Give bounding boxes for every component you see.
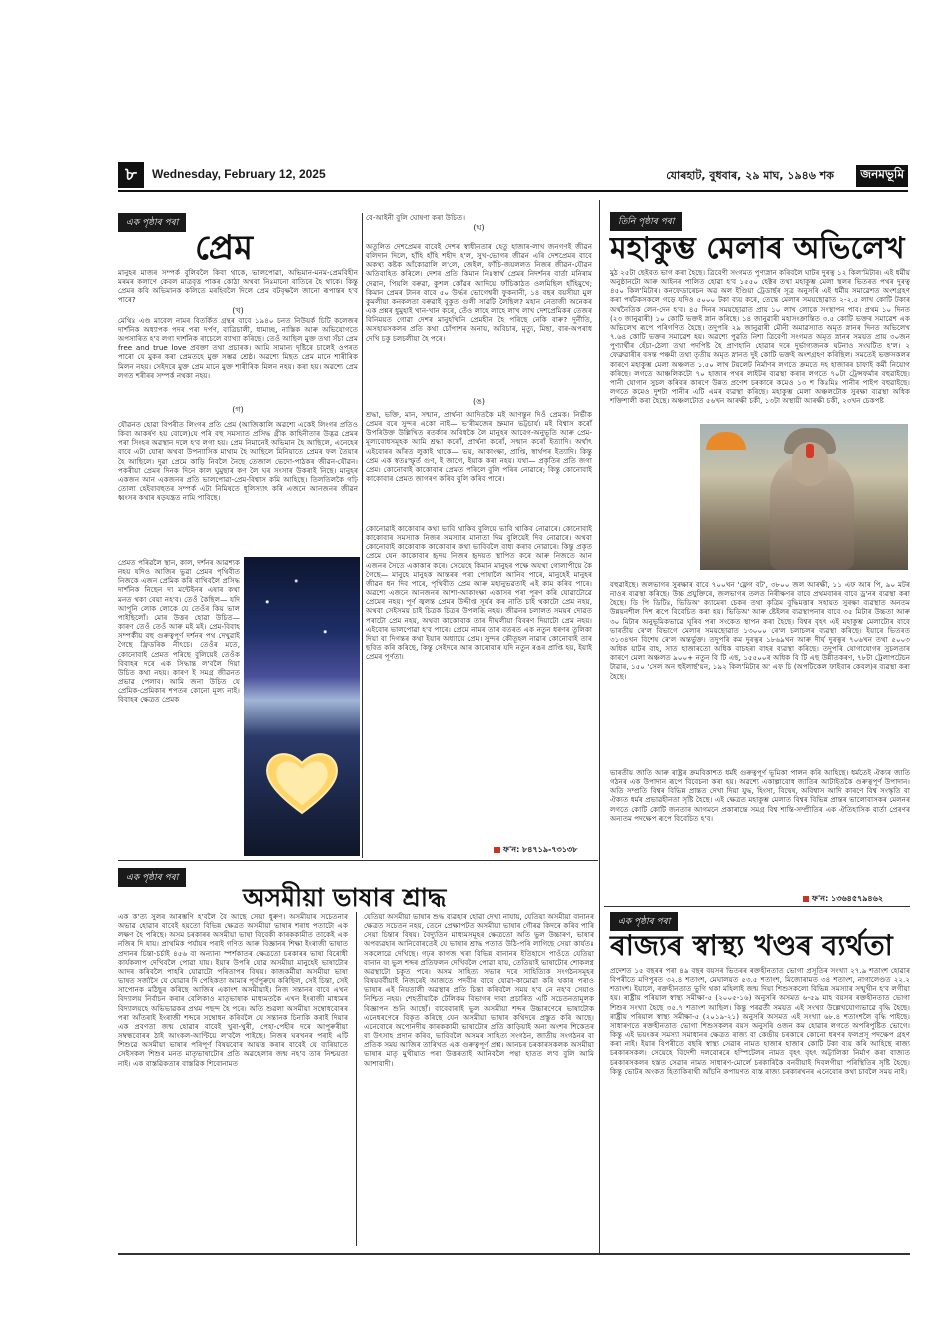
bullet-square-icon [494,847,500,853]
prem-tag: এক পৃষ্ঠাৰ পৰা [118,213,186,232]
prem-intro [118,268,358,380]
section-divider [604,906,910,907]
column-divider [362,213,363,858]
mahakumbh-tag: তিনি পৃষ্ঠাৰ পৰা [610,212,682,231]
rajyar-body [610,966,910,1248]
prem-col2a-text: বে-আইনী বুলি ঘোষণা কৰা উচিত। [366,213,466,222]
prem-col2d-text: কোনোৱাই কাকোবাৰ কথা ভাবি থাকিব বুলিয়ে ভাবি থাকিব নোৱাৰে। কোনোবাই কাকোবাৰ সমস্যাক নিজৰ সমস্যাৰ মানাতা দিম বুলিয়েই দিব নোৱাৰে। অথবা কোনোবাই কাকোবাক কাকোবাৰ কথা ভাবিবলৈ বাধ্য কৰাব নোৱাৰে। কিন্তু প্ৰকৃত প্ৰেমে যেন কাকোবাৰ হৃদয় নিজৰ হৃদয়ত স্থাপিত কৰে আৰু নিজতে আন এজনৰ সৈতে একাকাৰ কৰে। সেয়েহে কিমান মানুহৰ পক্ষে অযথা গোলাপীয়ে কৈ গৈছে— মানুহে মানুহক আন্তৰৰ পৰা পোষালৈ আনিব পাৰে, মানুহেই মানুহৰ জীৱন ধন দিব পাৰে, পৃথিবীত প্ৰেম আৰু মহানুভৱতাই এই কাম কৰিব পাৰে। অৱশ্যে এজনে আনজনৰ আশা-আকাংক্ষা একাসৰ পৰা পূৰণ কৰি যোৱাটোৱে প্ৰেমেৰ নহয়। পূৰ্ণ জ্বলন্ত প্ৰেমৰ উদ্দীপ্ত সূৰ্যৰ কৰ নাতি চাই থকাটো প্ৰেম নহয়, অথবা সেইসময় চাই চিত্ৰক চিত্ৰৰ উপলব্ধি নহয়। জীৱনৰ চলালত সময়ৰ দোৱত পৰাটো প্ৰেম নহয়, অথবা কাকোবাক তাৰ দীঘলীয়া বিবৰণ দিয়াটো প্ৰেম নহয়। এইবোৰ ভালপোৱা হ'ব পাৰে। প্ৰেমে নামৰ তাৰ বতৰত এক নতুন ধৰণৰ তুলিকা দিয়া বা দিগন্তৰ কথা ইয়াৰ অধ্যায়ে প্ৰেম। সুন্দৰ কৌতূহল নাৱাৰ কোনোবাই তাৰ ছবিত কৰি কৰিছে, কিন্তু সেইদৰে আৰ কাৰোবাৰ যদি নতুন ৰঙৰ প্ৰাপ্তি হয়, ইয়াই প্ৰেমৰ পূৰ্ণতা। [366,524,592,662]
rajyar-headline: ৰাজ্যৰ স্বাস্থ্য খণ্ডৰ ব্যৰ্থতা [610,929,893,962]
prem-section-nga-cont [366,524,592,839]
prem-col1b-text: মেথিঃ এণ্ড মাবেল নামৰ বিতৰ্কিত গ্ৰন্থৰ বাবে ১৯৪০ চনত নিউয়ৰ্ক চিটি কলেজৰ দাৰ্শনিক অধ্যাপক পদৰ পৰা দৰ্পণ, বাত্ৰিচালী, ধামাচ্ছ, নাস্তিক আৰু অভিযোগতে অপসাৰিত হ'ব লগা দাৰ্শনিক ৰাচেলে ব্যাখ্যা কৰিছে। তেওঁ আছিল মুক্ত তথা সঁচা প্ৰেম free and true love প্ৰবক্তা তথা প্ৰচাৰক। আমি সামান্য দৃষ্টিৰে চালেই ওপৰত পাৰো যে মুকৰ কৰা প্ৰেমতহে মুক্ত সম্ভৱ শ্ৰেষ্ঠ। অৱশ্যে মিছত প্ৰেম মানে শাৰীৰিক মিলন নহয়। সেইদৰে মুক্ত প্ৰেম মানে মুক্ত শাৰীৰিক মিলন নহয়। কৰা হয়। অৱশ্যে প্ৰেম লগত শৰীৰৰ সম্পৰ্ক নথকা নহয়। [118,315,358,380]
mahakumbh-body-bottom [610,768,910,888]
prem-subhead-gha: (ঘ) [473,223,485,233]
prem-subhead-ga: (গ) [232,405,244,414]
prem-col2b-text: অতুলিত দেশপ্ৰেমৰ বাবেই দেশৰ স্বাধীনতাৰ হেতু হাজাৰ-লাখ জনগণই জীৱন বলিদান দিলে, হাঁহি হাঁহি শহীদ হ'ল, সুখ-ভোগৰ জীৱন এৰি দেশপ্ৰেমৰ বাবে অকথ্য কষ্টক আঁকোৱালি ল'লে, জেইল, ফাঁচি-জয়ললত নিজৰ জীৱন-যৌৱন অতিবাহিত কৰিলে। দেশৰ প্ৰতি কিমান নিঃস্বাৰ্থ প্ৰেমৰ নিদৰ্শনৰ বাৰ্তা মনিৰাম দেৱান, পিয়লি বৰুৱা, কুশল কোঁৱৰ আদিয়ে ফাঁচিকাঠত ওলমিছিল হাঁহিমুখে; কিমান প্ৰেমৰ টানৰ বাবে ৫০ উৰ্দ্ধৰ ভোগেশ্বৰী ফুকনানী, ১৪ বছৰ বয়সীয়া মুল কুমলীয়া কনকলতা বৰুৱাই বুকুত গুলী সাৱটি লৈছিল? মহান নেতাজী অনেকৰ এক প্ৰশ্নৰ ধুমুহাই খান-খান কৰে, তেঁও লাহে লাহে লাখ লাখ দেশপ্ৰেমিকৰ তেজৰ বিনিময়ত গোৱা দেশৰ মানুহখিনি প্ৰেমহীন হৈ পৰিছে নেকি বাৰু? দুৰ্নীতি, অসহায়সকলৰ প্ৰতি কথা চোঁপাশৰ অনায়, অবিচাৰ, মৃত্যু, মিছা, বাৰ-অপৰাধ দেখি চকু চলচলীয়া হৈ পৰে। [366,242,592,343]
mahakumbh-phone [803,893,883,906]
page-header [118,162,908,192]
mahakumbh-col-c-text: ভাৰতীয় জাতি আৰু ৰাষ্ট্ৰৰ ক্ৰমবিকাশত ধৰ্মই গুৰুত্বপূৰ্ণ ভূমিকা পালন কৰি আহিছে। ধৰ্মতেই ঐক্যৰ জাতি গঠনৰ এক উপাদান ৰূপে বিবেচনা কৰা হয়। অৱশ্যে একাল্পাবোধ জাতিৰ আটাইতকৈ গুৰুত্বপূৰ্ণ উপাদান। অতি সম্প্ৰতি বিশ্বৰ বিভিন্ন প্ৰান্তত দেখা দিয়া যুদ্ধ, হিংসা, বিদ্বেষ, অবিশ্বাস আদি কাৰণে বিশ্ব সংস্কৃতি বা ঐক্যত ধৰ্মৰ প্ৰভাৱহীনতা সৃষ্টি হৈছে। এই ক্ষেত্ৰত মহাকুম্ভ মেলাত বিশ্বৰ বিভিন্ন প্ৰান্তৰ ভালোবাসকৰ মেলনৰ লগতে কোটি কোটি জনতাৰ আগমনে প্ৰকাৰান্তে সমগ্ৰ বিশ্ব শান্তি-সম্প্ৰীতিৰ এক ঐতিহাসিক বাৰ্তা প্ৰেৰণৰ অন্যতম পদক্ষেপ ৰূপে বিবেচিত হ'ব। [610,768,910,823]
date-assamese: যোৰহাট, বুধবাৰ, ২৯ মাঘ, ১৯৪৬ শক [666,169,834,182]
mahakumbh-body-top [610,268,910,428]
heart-shape-icon [262,747,342,817]
prem-section-nga [366,410,592,530]
prem-col1d-text: প্ৰেমত পৰিৱলৈ স্থান, কাল, দৰ্শনৰ আৱশ্যক নহয় যদিও আজিৰ ভুৱা প্ৰেমৰ পৃথিবীত নিজকে এজন প্ৰেমিক কৰি বাখিবলৈ প্ৰসিদ্ধ দাৰ্শনিক নিছেন দা মন্টেইনৰ এষাৰ কথা মনত থকা বেয়া নহ'ব। তেওঁ কৈছিল— যদি আপুনি লোক লোকে যে তেওঁৰ কিয় ভাল পাইছিলোঁ। মোৰ উত্তৰ হোৱা উচিত— কাৰণ তেওঁ তেওঁ আৰু মই মই। প্ৰেম-বিবাহ সম্পৰ্কীয় বহু গুৰুত্বপূৰ্ণ দৰ্শনৰ পথ দেখুৱাই গৈছে ফ্ৰিডৰিক নীৎচে। তেওঁৰ মতে, কোনোবাই প্ৰেমত পৰিছে বুলিয়েই তেওঁক বিবাহৰ দৰে এক সিদ্ধান্ত ল'বলৈ দিয়া উচিত কথা নহয়। কাৰণ ই সমগ্ৰ জীৱনত প্ৰভাৱ পেলাব। আমি জনা উচিত যে প্ৰেমিক-প্ৰেমিকাৰ শপতৰ কোনো মূল্য নাই। বিবাহৰ ক্ষেত্ৰত প্ৰেমক [118,558,240,705]
prem-section-gha [366,242,592,388]
asomiya-col-a [118,912,348,1247]
rajyar-col-text: প্ৰদেশত ১৫ বছৰৰ পৰা ৪৯ বছৰ বয়সৰ ভিতৰৰ ৰক্তহীনতাত ভোগা প্ৰসূতিৰ সংখ্যা ২৭.৯ শতাংশ হোৱাৰ বিপৰীতে মণিপুৰত ৩২.৪ শতাংশ, মেঘালয়ত ৫৩.৫ শতাংশ, মিজোৰামত ৩৪ শতাংশ, নাগালেণ্ডত ২২.২ শতাংশ। ইয়ালে, ৰক্তহীনতাত ভুগি থকা মহিলাই জন্ম দিয়া শিশুসকলো বিভিন্ন সমস্যাৰ সন্মুখীন হ'ব লগীয়া হয়। ৰাষ্ট্ৰীয় পৰিয়াল স্বাস্থ্য সমীক্ষা-৫ (২০০৫-১৬) অনুসৰি অসমত ৬-৫৯ মাহ বয়সৰ ৰক্তহীনতাত ভোগা শিশুৰ সংখ্যা হৈছে ৩৫.৭ শতাংশ আছিল। কিন্তু পৰৱৰ্তী সময়ত এই সংখ্যা উল্লেখযোগ্যভাৱে বৃদ্ধি হৈছে। ৰাষ্ট্ৰীয় পৰিয়াল স্বাস্থ্য সমীক্ষা-৫ (২০১৯-২১) অনুসৰি অসমত এই সংখ্যা ৬৮.৪ শতাংশলৈ বৃদ্ধি পাইছে। সাধাৰণতে ৰক্তহীনতাত ভোগা শিশুসকলৰ বয়স অনুসৰি ওজন কম হোৱাৰ লগতে অপৰিপুষ্টিত ভোগে। কিন্তু এই ভয়ংকৰ সমস্যা সমাধানৰ ক্ষেত্ৰত ৰাজ্য বা কেন্দ্ৰীয় চৰকাৰে কোনো ধৰণৰ ফলপ্ৰসূ পদক্ষেপ গ্ৰহণ কৰা নাই। ইয়াৰ বিপৰীতে বছৰি স্বাস্থ্য সেৱাৰ নামত হাজাৰ হাজাৰ কোটি টকা ব্যয় কৰি আহিছে ৰাজ্য চৰকাৰসকল। সেয়েহে বিদেশী দলবোৰৰে হস্পিটেলৰ নামত বৃহৎ বৃহৎ অট্টালিকা নিৰ্মাণ কৰা বাজ্যত চৰকাৰসকলৰ হস্তত সেৱাৰ নামত সাধাৰণ-মোৰ্লে চৰকাৰিকৈ বনবীয়াই দিবলগীয়া পৰিস্থিতিৰ সৃষ্টি হৈছে। কিন্তু ভোটৰ অংকত হিতাকিৰাথী আঁচনি কপায়ণত ব্যস্ত ৰাজ্য চৰকাৰখনৰ এনেবোৰ কথা চাবলৈ সময় নাই। [610,966,910,1076]
mahakumbh-body-side [610,428,696,578]
column-divider [356,912,357,1246]
asomiya-col-b [364,912,594,1247]
mahakumbh-col-a-text: মুঠ ২৫টা ছেইবত ভাগ কৰা হৈছে। ত্ৰিবেণী সংগমত পুণ্যস্নান কৰিবলৈ ঘাটৰ দুৰত্ব ১২ কিল'মিটাৰ। এই ধৰ্মীয় অনুষ্ঠানটো আৰু আইনৰ পালিত হোৱা হ'ব ১৫৫০ হেক্টৰ তথা মহাকুম্ভ মেলা স্থলৰ ভিতৰত পথৰ দুৰত্ব ৪৫০ কিল'মিটাৰ। কনফেডাৰেচন অৱ অল ইণ্ডিয়া ট্ৰেডাৰ্ছৰ সূত্ৰ অনুসৰি এই ধৰ্মীয় সমাৱেশত অংশগ্ৰহণ কৰা পৰ্যটকসকলে গড়ে যদিও ৫০০০ টকা ব্যয় কৰে, তেন্তে মেলাৰ সময়ছোৱাত ২-২.৫ লাখ কোটি টকাৰ অৰ্থনৈতিক লেন-দেন হ'ব। ৪৫ দিনৰ সময়ছোৱাত প্ৰায় ১০ লাখ লোকে সংস্থাপন পাব। প্ৰথম ১০ দিনত (২৩ জানুৱাৰী) ১০ কোটি ভক্তই স্নান কৰিছে। ১৪ জানুৱাৰী মহাসংক্ৰান্তিত ৩.৫ কোটি ভক্তৰ সমাৱেশ এক অভিলেখ ৰূপে পৰিগণিত হৈছে। তদুপৰি ২৯ জানুৱাৰী মৌনী অমাৱস্যাত অমৃত স্নানৰ দিনত অভিলেখ ৭.৬৪ কোটি ভক্তৰ সমাৱেশ হয়। অৱশ্যে পুৱতি নিশা ত্ৰিবেণী সংগমত অমৃত স্নানৰ সময়ত প্ৰায় ৩০জন পুণ্যাৰ্থীৰ হেঁচা-ঠেলা তথা পদপিষ্ট হৈ প্ৰাণহানি হোৱাৰ দৰে দুৰ্ভাগ্যজনক ঘটনাও সংঘটিত হ'ল। ২ ফেব্ৰুৱাৰীৰ বসন্ত পঞ্চমী তথা তৃতীয় অমৃত স্নানত দুই কোটি ভক্তই অংশগ্ৰহণ কৰিছিল। সমতেই ভক্তসকলৰ কাৰণে মহাকুম্ভ মেলা অঞ্চলত ১.৫০ লাখ টয়লেট নিৰ্মাণৰ লগতে ক্ৰমতে দহ হাজাৰৰ চাফাই কৰ্মী নিয়োগ কৰিছে। লগতে আঞ্চলিকটো ৭০ হাজাৰ পথৰ লাইটৰ ব্যৱস্থা কৰাৰ লগতে ৭০টা ট্ৰেন্সফৰ্মাৰ বহুৱাইছে। পানী যোগান সুচল কৰিবৰ কাৰণে উন্নত প্ৰণেশ চৰকাৰে কমেও ১৩ শ কিঃমিঃ পানীৰ পাইপ বহুৱাইছে। লগতে কমেও দুশটা পানীৰ এটি এমৰ ব্যৱস্থা কৰিছে। মহাকুম্ভ মেলা অঞ্চলটোক সুৰক্ষা ব্যৱস্থা অধিক শক্তিশালী কৰা হৈছে। অঞ্চলটোত ৫৬খন আৰক্ষী চকী, ১৩টা অস্থায়ী আৰক্ষী চকী, ২৩খন চেকপষ্ট [610,268,910,406]
prem-phone [494,844,577,857]
prem-subhead-nga-wrap [366,396,592,410]
sadhu-photo [700,424,908,570]
umbrella-icon [706,432,746,450]
column-divider-main [599,200,600,1255]
prem-subhead-ga-wrap [118,404,358,420]
mahakumbh-body-mid [610,580,910,766]
rajyar-tag: এক পৃষ্ঠাৰ পৰা [610,912,678,931]
heart-beach-photo [244,557,360,856]
page-bottom-rule [118,1253,910,1255]
prem-section-ga [118,420,358,556]
date-english: Wednesday, February 12, 2025 [152,167,326,181]
asomiya-col-a-text: এক ক'ত্য সুলৰ আৰম্ভণি হ'বলৈ বৈ আছে সেয়া ধুৰুণ। অসমীয়াৰ সচেতনাৰ অভাৱ হোৱাৰ বাবেই হয়তো বিভিন্ন ক্ষেত্ৰত অসমীয়া ভাষাৰ শৰাধ পতাটো এক লক্ষণ হৈ পৰিছে। অসম চৰকাৰৰ অসমীয়া ভাষা বিবেকী কাৰককামীত তাকেই এক নজিৰ দি যায়। প্ৰাথমিক পৰ্যায়ৰ পৰাই গণিত আৰু বিজ্ঞানৰ শিক্ষা ইংৰাজী ভাষাত প্ৰদানৰ চিন্তা-চৰ্চাই ৪৫৬ বা অন্যান্য স্পৰ্শকাতৰ ক্ষেত্ৰতো চৰকাৰৰ ভাষা বিৰোধী কাৰ্যকলাপ দেখিবলৈ পোৱা যায়। ইয়াৰ উপৰি যোৱ অসমীয়া মানুহেই ভাষাটোৰ আদৰ কৰিবলৈ পাহৰি যোৱাটো পৰিতাপৰ বিষয়। কাজকৰ্মীয়া অসমীয়া ভাষা ভাষত সৰ্জাসৈ যে যোৱাৰ দি পেহিকতা আমাৰ পূৰ্বপুৰুষে কৰিছিল, সেই চিন্তা, সেই সাপোনক মঠিছুৰ কৰিছে আজিৰ একাংশ অসমীয়াই। নিজ সন্তানৰ বাবে এখন বিদ্যালয় নিৰ্বাচন কৰাৰ বেলিকাও মাতৃভাষাক মাধ্যমতকৈ এখন ইংৰাজী মাধ্যমৰ বিদ্যালয়হে অভিভাৱকৰ প্ৰথম পছন্দ হৈ পৰে। অতি শুৱলা অসমীয়া সম্বোধবোৰৰ পৰা আঁতৰাই ইংৰাজী শব্দৰে সম্বোধন কৰিবলৈ যে সন্তানক চিনাকি কৰাই দিয়াৰ এক প্ৰবণতা জন্ম হোৱাৰ বাবেই খুৰা-খুৰী, পেহা-পেহীৰ দৰে আপুৰুৰীয়া সম্বন্ধবোৰৰ ঠাই আংকল-আণ্টিয়ে ল'বলৈ পাইছে। নিজৰ ঘৰখনৰ পৰাই এটি শিশুৱে অসমীয়া ভাষাৰ পৰিপূৰ্ণ বিষয়বোৰ আয়ত্ত কৰাৰ বাবেই যে ব্যৰিয়াতে সেইসকল শিশুৰ মনত মাতৃভাষাটোৰ প্ৰতি অৱহেলাৰ জন্ম নহ'ব তাৰ নিশ্চয়তা নাই। এক বাস্তৱিকতাৰ বাস্তৱিক শিবোনামত [118,912,348,1068]
mahakumbh-col-b-text: বহুৱাইছে। জলভাগৰ সুৰক্ষাৰ বাবে ৭০০খন 'ফ্লেগ বট', ৩৮০০ জল আৰক্ষী, ১১ এফ আৰ পি, ৯০ মটৰ নাওৰ ব্যৱস্থা কৰিছে। উচ্চ প্ৰযুক্তিৰে, জলভাগৰ তলত নিৰীক্ষণৰ বাবে প্ৰথমবাৰৰ বাবে ড্ৰ'নৰ ব্যৱস্থা কৰা হৈছে। ডি পি ডিটিঃ, ভিডিঅ' ক্যামেৰা চেকৰ তথা কৃত্ৰিম বুদ্ধিমত্তাৰ সহায়ত সুৰক্ষা ব্যৱস্থাত অনতম উন্নয়নশীল দিশ ৰূপে বিবেচিত কৰা হয়। ভিডিঅ' আৰু ষ্টেইলৰ ব্যৱস্থাপনাৰ বাবে ৩৫ মিটাৰ উচ্চতা আৰু ৩০ মিটাৰ অনুভূমিকভাৱে ঘূৰিব পৰা সংকেত স্থাপন কৰা হৈছে। বিশ্বৰ বৃহৎ এই মহাকুম্ভ মেলাটোৰ বাবে ভাৰতীয় ৰে'ল বিভাগে মেলাৰ সময়ছোৱাত ১৩০০০ ৰে'ল চলাচলৰ ব্যৱস্থা কৰিছে। ইয়াৰে ভিতৰত ৩১৩৪খন বিশেষ ৰে'ল অন্তৰ্ভুক্ত। তদুপৰি কম দুৰত্বৰ ১৮৬৯খন আৰু দীৰ্ঘ দুৰত্বৰ ৭০৬খন তথা ৫০০৩ অধিক য়াটৰ বাহ, সাত হাজাৰতো অধিক বাচহৰা বাহৰ ব্যৱস্থা কৰিছে। তদুপৰি যোগাযোগৰ সুচলতাৰ কাৰণে মেলা অঞ্চলত ৯০০+ নতুন বি টি এছ, ১৫৫০০ৰ অধিক বি টি এছ উন্নীতকৰণ, ৭৮টা ট্ৰেলাপটেচন টাৱাৰ, ১৫০ 'সেল অন হুইলাৰ্ছ'য়ন, ১৯২ কিল'মিটাৰ অ' এফ চি (অপটিকেল ফাইবাৰ কেবল)ৰ ব্যৱস্থা কৰা হৈছে। [610,580,910,681]
asomiya-col-b-text: যেতিয়া অসমীয়া ভাষাৰ শুদ্ধ ব্যৱহাৰ হোৱা দেখা নাযায়, যেতিয়া অসমীয়া বানানৰ ক্ষেত্ৰত সচেতন নহয়, তেনে প্ৰেক্ষাপটত অসমীয়া ভাষাৰ গৌৰৱ কিদৰে কৰিব পাৰি সেয়া চিন্তাৰ বিষয়। বৈদ্যুতিন মাধ্যমসমূহৰ ক্ষেত্ৰতো অতি ভুল উচ্চাৰণ, ভাষাৰ অপব্যৱহাৰ আনিবোৰতেই যে ভাষাৰ শ্ৰাদ্ধ পতাত উঠি-পৰি লাগিছে সেয়া কাৰ্যতঃ সকলোৱে দেখিছে। গঢ়ৰ কাগজ খৰা বিভিন্ন বানানৰ ইতিহাসে পাওঁতে যেতিয়া বানান বা ভুল শব্দৰ প্ৰতিফলন দেখিবলৈ পোৱা যায়, তেতিয়াই ভাষাটোৰ শোকলগ্ন অৱস্থাটো চকুত পৰে। অসম সাহিত্য সভাৰ দৰে সাহিত্যিক সংগঠনসমূহৰ বিষয়বৰ্বীয়াই নিজৰেই আজতে পদবীৰ বাবে যোৱা-কামোৱা কৰি থকাৰ পৰাও ভাষাৰ এই নিয়তালী অৱস্থাৰ প্ৰতি চিন্তা কৰিবলৈ সময় হ'ব নে নহ'ব সেয়াও নিশ্চিত নহয়। শেহতীয়াকৈ টেলিকম বিভাগৰ দাবা প্ৰচাৰিত এটি সচেতনতামূলক বিজ্ঞাপন শুনি আছোঁ। বাবেবাৰাই ভুল অসমীয়া শব্দৰ উচ্চাৰণেৰে ভাষাটোক এনেধৰণেৰে বিকৃত কৰিছে যেন অসমীয়া ভাষাৰ কথিদৰে প্ৰস্তুত কৰি আছে। এনেবোৰে অপোনদীয় কাৰককামী ভাষাটোৰ প্ৰতি কাড়িয়াই অন্য অংশৰ শিকেতৰ বা উৎসাহ প্ৰদান কৰিব, ভাবিবলৈ অসমৰ সাহিত্য সংগঠন, জাতীয় সংগঠনৰ বা প্ৰতিক সময় আজিৰ তাৰিখত এক গুৰুত্বপূৰ্ণ প্ৰশ্ন। আনচৰ চৰকাৰসকলক অসমীয়া ভাষাৰ মাতৃ মুখীয়াত পৰা উত্তৰতাই আনিবলৈ পন্থা হাতত ল'ব বুলি আমি আশাবাদী। [364,912,594,1068]
prem-col1c-text: যৌৱনত হোৱা বিপৰীত লিংগৰ প্ৰতি প্ৰেম (আজিকালি অৱশ্যে একেই লিংগৰ প্ৰতিও কিবা আকৰ্ষণ হয় বোলে)যে পৰি বহু সমস্যাত প্ৰসিদ্ধ গ্ৰীক কাহিনীতাৰ উদ্ভৱ প্ৰেমৰ পৰা সিংহৰ অৱস্থান দলে হ'ব লগা হয়। প্ৰেম নিমানেই অভিমান হৈ আছিলে, এনেহেৰ বাবে এটা যোৰা অথবা উপন্যাসিক মাথাম হৈ আছিলে মিনিয়াতে প্ৰেমৰ ফল তৈয়াৰ হৈ আছিলে। দুৱা প্ৰেমে কাড়ি নিবলৈ নৈছে তেজাল ভেদো-পাঠকৰ জীৱন-যৌৱন। পকৰীয়া প্ৰেমৰ দিনক দিনে কাল ঘুমুছাৰ কণ লৈ ঘৰ সংসাৰ উকৰাই নিছে। মানুহৰ একজন আন একজনৰ প্ৰতি ভালপোৱা-প্ৰেম-বিশ্বাস কমি আহিছে। তিলতিলকৈ গঢ়ি তোলা হেইবাবহুতৰ সম্পৰ্ক এটা নিমিষতে ধূলিস্যাৎ কৰি এজনে আনজনৰ জীৱন ধ্বংসৰ কথাৰ ষড়যন্ত্ৰত নামি পাবিছে। [118,420,358,503]
mahakumbh-phone-text: ফ'ন: ১৩৬৪৫৭৯৪৬২ [812,894,884,903]
section-divider [118,860,598,861]
asomiya-tag: এক পৃষ্ঠাৰ পৰা [118,868,186,887]
bullet-square-icon [803,896,809,902]
prem-subhead-nga: (ঙ) [472,397,486,406]
masthead-logo: জনমভূমি [856,165,908,187]
mahakumbh-headline: মহাকুম্ভ মেলাৰ অভিলেখ [610,231,905,266]
prem-col1-text: মানুহৰ মাজৰ সম্পৰ্ক বুলিবলৈ কিবা থাকে, ভালপোৱা, অভিমান-মনম-প্ৰেমবিহীন মৰমৰ কলাণে কেবল মাত্ৰবৃত্ত পাকৰ কোঠা অথবা নিঃমানো বাতিৰে হৈ থাকে। কিন্তু প্ৰেমৰ কবি অভিমানক কলিতে মৰহিবলৈ দিলে প্ৰেম বটবৃক্ষলৈ জানো ৰূপান্তৰ হ'ব পাৰে? [118,268,358,305]
asomiya-headline: অসমীয়া ভাষাৰ শ্ৰাদ্ধ [243,883,447,912]
prem-headline: প্ৰেম [195,228,254,268]
prem-phone-text: ফ'ন: ৮৪৭১৯-৭৩১৩৮ [503,845,578,854]
page-number: ৮ [118,162,144,188]
prem-section-ga-cont [118,558,240,858]
prem-col2c-text: শ্ৰদ্ধা, ভক্তি, মান, সন্মান, প্ৰাৰ্থনা আদিতকৈ মই আণন্তুন দিওঁ প্ৰেমক। নিৰ্ভীক প্ৰেমৰ বৰে সুন্দৰ একো নাই— ভ'ৰীমজেৰ স্ৰুমান ভট্টচাৰ্য। মই বিশ্বাস কৰোঁ উপৰিউক্ত উল্লিখিত ৰতৰ্কাৰ অবিধকৈ লৈ মানুহৰ আবেগ-অনুভূতি আৰু প্ৰেম-মূল্যবোধসমূহক আমি শ্ৰদ্ধা কৰোঁ, প্ৰাৰ্থনা কৰোঁ, সন্মান কৰোঁ ইত্যাদি। অৰ্থাৎ এইবোৰৰ আঁৰত লুকাই থাকে— ভয়, আকাংক্ষা, প্ৰাপ্তি, স্বাৰ্থপৰ ইত্যাদি। কিন্তু প্ৰেম এক স্বতঃস্ফূৰ্ত গুণ, ই জাগে, ইয়াক কৰা নহয়। যথা— প্ৰকৃতিৰ প্ৰতি জগা প্ৰেম। কোনোবাই কাকোবাৰ প্ৰেমত পৰিলে বুলি পৰিৰ নোৱাৰে; কিন্তু কোনোবাই কাকোবাৰ প্ৰেমত জাগৰণ কৰিব বুলি কৰিব পাৰে। [366,410,592,484]
prem-subhead-kha: (খ) [232,305,244,315]
